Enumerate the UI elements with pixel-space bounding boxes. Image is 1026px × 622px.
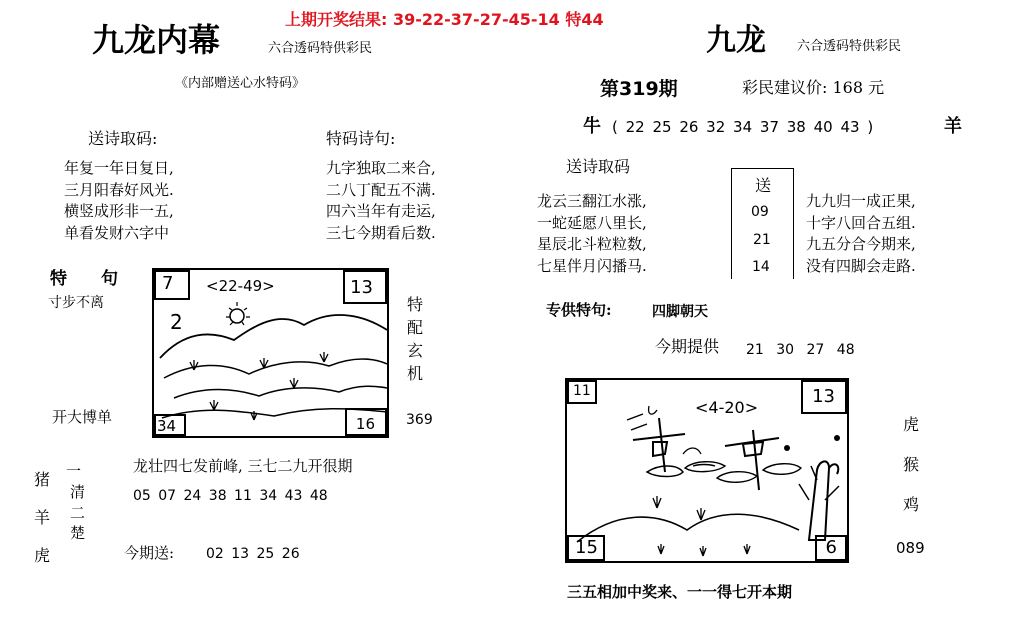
special-label: 专供特句: (546, 301, 612, 319)
corner-number: 11 (573, 383, 591, 399)
corner-number: 13 (350, 277, 373, 298)
qing-chu-char: 一 (66, 462, 82, 480)
corner-number: 2 (170, 310, 183, 334)
tejv-label-a: 特 (50, 269, 67, 289)
qing-chu-char: 楚 (70, 524, 86, 542)
send-poem-heading: 送诗取码: (88, 129, 158, 148)
send-char: 送 (755, 176, 772, 195)
corner-number: 7 (162, 273, 174, 294)
zodiac: 虎 (903, 415, 920, 434)
side-vertical-label (407, 293, 423, 385)
slogan: 龙壮四七发前峰, 三七二九开很期 (133, 457, 353, 475)
qing-chu-char: 二 (70, 504, 86, 522)
right-zodiac-column (903, 405, 919, 525)
left-title: 九龙内幕 (92, 21, 221, 59)
qing-chu-char: 清 (70, 483, 86, 501)
poem-line: 十字八回合五组. (806, 213, 916, 232)
poem-line: 四六当年有走运, (326, 202, 436, 220)
right-poem-right (806, 191, 916, 277)
poem-line: 没有四脚会走路. (806, 256, 916, 275)
poem-line: 九字独取二来合, (326, 159, 436, 177)
poem-line: 龙云三翻江水涨, (537, 192, 647, 210)
side-char: 玄 (407, 341, 424, 360)
poem-line: 一蛇延愿八里长, (537, 213, 647, 232)
provide-numbers: 21 30 27 48 (746, 342, 855, 358)
special-text: 四脚朝天 (652, 304, 708, 320)
tejv-label-b: 句 (101, 269, 118, 289)
kaida-text: 开大博单 (52, 408, 113, 426)
send-number: 14 (752, 259, 770, 275)
send-number: 21 (753, 232, 771, 248)
right-poem-left (537, 191, 647, 277)
provide-label: 今期提供 (655, 337, 720, 356)
poem-line: 九五分合今期来, (806, 235, 916, 253)
last-draw-banner: 上期开奖结果: 39-22-37-27-45-14 特44 (285, 10, 604, 29)
right-picture (565, 378, 849, 563)
today-label: 今期送: (124, 544, 175, 562)
zodiac: 猪 (34, 470, 51, 489)
side-char: 特 (407, 295, 424, 314)
poem-line: 单看发财六字中 (64, 223, 170, 242)
corner-number: 16 (355, 415, 375, 433)
tejv-text: 寸步不离 (48, 295, 104, 311)
left-subtitle: 六合透码特供彩民 (268, 41, 373, 56)
left-picture (152, 268, 389, 438)
gift-note: 《内部赠送心水特码》 (175, 76, 306, 91)
poem-line: 年复一年日复日, (64, 159, 174, 177)
corner-number: 15 (575, 537, 598, 558)
picture-note: <4-20> (695, 398, 759, 417)
today-numbers: 02 13 25 26 (206, 546, 300, 562)
send-number: 09 (751, 204, 769, 220)
niu-label: 牛 (583, 116, 601, 137)
numbers-row: ( 22 25 26 32 34 37 38 40 43 ) (612, 118, 874, 136)
picture-note: <22-49> (206, 277, 275, 295)
right-side-number: 089 (896, 539, 925, 557)
poem-line: 三七今期看后数. (326, 223, 436, 242)
zodiac: 猴 (903, 455, 920, 474)
issue-number: 第319期 (600, 78, 678, 100)
poem-line: 二八丁配五不满. (326, 180, 436, 199)
poem-line: 横竖成形非一五, (64, 202, 174, 220)
corner-number: 34 (157, 417, 177, 435)
zodiac-column (34, 461, 50, 575)
corner-number: 13 (812, 386, 835, 407)
right-send-heading: 送诗取码 (566, 157, 631, 176)
bottom-line: 三五相加中奖来、一一得七开本期 (567, 583, 793, 601)
special-poem-heading: 特码诗句: (326, 129, 396, 148)
corner-number: 6 (825, 537, 837, 558)
special-poem (326, 158, 436, 244)
right-title: 九龙 (706, 23, 766, 58)
send-poem (64, 158, 174, 244)
zodiac: 虎 (34, 546, 51, 565)
side-char: 配 (407, 318, 424, 337)
suggested-price: 彩民建议价: 168 元 (742, 78, 885, 97)
zodiac: 羊 (34, 508, 51, 527)
left-numbers: 05 07 24 38 11 34 43 48 (133, 488, 328, 504)
zodiac: 鸡 (903, 495, 920, 514)
yang-label: 羊 (944, 116, 962, 137)
right-subtitle: 六合透码特供彩民 (797, 39, 902, 54)
poem-line: 七星伴月闪播马. (537, 256, 647, 275)
poem-line: 九九归一成正果, (806, 192, 916, 210)
poem-line: 三月阳春好风光. (64, 180, 174, 199)
poem-line: 星辰北斗粒粒数, (537, 235, 647, 253)
left-side-number: 369 (406, 412, 433, 428)
side-char: 机 (407, 364, 424, 383)
